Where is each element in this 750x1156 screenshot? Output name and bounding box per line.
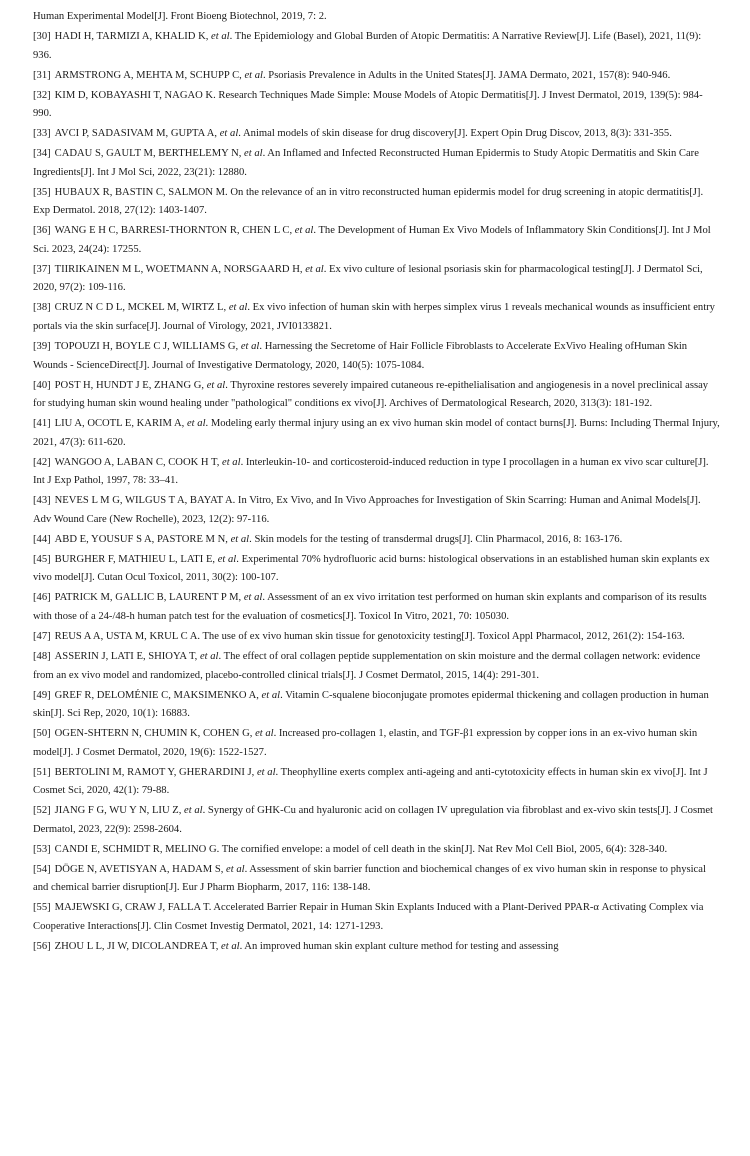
reference-details: . Ex vivo infection of human skin with herpes simplex virus 1 reveals mechanical wounds as insufficient entry portals via the skin surface[J]. Journal of Virology, 2021, JVI0133821. [33,302,715,333]
reference-details: . Interleukin-10- and corticosteroid-induced reduction in type I procollagen in a human ex vivo scar culture[J]. Int J Exp Pathol, 1997, 78: 33–41. [33,456,709,487]
reference-authors: CADAU S, GAULT M, BERTHELEMY N, [54,148,242,160]
reference-details: . Assessment of an ex vivo irritation test performed on human skin explants and comparison of its results with those of a 24-/48-h human patch test for the evaluation of cosmetics[J]. Toxicol In Vitro, 2021, 70: 105030. [33,592,707,623]
reference-entry [33,87,720,124]
reference-details: . An Inflamed and Infected Reconstructed Human Epidermis to Study Atopic Dermatitis and Skin Care Ingredients[J]. Int J Mol Sci, 2022, 23(21): 12880. [33,148,699,178]
reference-authors: ABD E, YOUSUF S A, PASTORE M N, [54,533,228,545]
reference-authors: GREF R, DELOMÉNIE C, MAKSIMENKO A, [54,689,259,701]
reference-entry [33,125,720,144]
reference-details: . The Development of Human Ex Vivo Models of Inflammatory Skin Conditions[J]. Int J Mol Sci. 2023, 24(24): 17255. [33,225,711,255]
reference-et-al: et al [243,592,263,604]
reference-et-al: et al [294,225,314,237]
reference-number: [44] [33,533,51,545]
reference-details: . Harnessing the Secretome of Hair Follicle Fibroblasts to Accelerate ExVivo Healing ofHuman Skin Wounds - ScienceDirect[J]. Journal of Investigative Dermatology, 2020, 140(5): 1075-1084. [33,341,688,371]
reference-et-al: et al [240,341,260,352]
reference-et-al: et al [228,302,248,314]
reference-number: [48] [33,651,51,663]
reference-details: . An improved human skin explant culture method for testing and assessing [239,941,559,953]
reference-entry [33,492,720,529]
reference-authors: OGEN-SHTERN N, CHUMIN K, COHEN G, [54,728,253,740]
reference-entry [33,222,720,259]
reference-entry [33,377,720,414]
reference-authors: NEVES L M G, WILGUS T A, BAYAT A. In Vitro, Ex Vivo, and In Vivo Approaches for Investigation of Skin Scarring: Human and Animal Models[J]. Adv Wound Care (New Rochelle), 2023, 12(2): 97-116. [33,495,701,525]
reference-entry [33,531,720,550]
reference-authors: KIM D, KOBAYASHI T, NAGAO K. Research Techniques Made Simple: Mouse Models of Atopic Dermatitis[J]. J Invest Dermatol, 2019, 139(5): 984-990. [33,89,703,120]
reference-number: [32] [33,89,51,101]
reference-details: . Assessment of skin barrier function and biochemical changes of ex vivo human skin in response to physical and chemical barrier disruption[J]. Eur J Pharm Biopharm, 2017, 116: 138-148. [33,863,706,894]
reference-details: . Synergy of GHK-Cu and hyaluronic acid on collagen IV upregulation via fibroblast and ex-vivo skin tests[J]. J Cosmet Dermatol, 2023, 22(9): 2598-2604. [33,805,713,835]
reference-number: [51] [33,766,51,778]
reference-number: [41] [33,418,51,430]
reference-authors: TIIRIKAINEN M L, WOETMANN A, NORSGAARD H, [54,263,303,275]
reference-authors: WANGOO A, LABAN C, COOK H T, [54,456,220,468]
reference-details: . Thyroxine restores severely impaired cutaneous re-epithelialisation and angiogenesis in a novel preclinical assay for studying human skin wound healing under "pathological" conditions ex vivo[J]. Archives of Dermatological Research, 2020, 313(3): 181-192. [33,379,709,410]
reference-number: [31] [33,69,51,81]
reference-number: [40] [33,379,51,391]
reference-authors: ASSERIN J, LATI E, SHIOYA T, [54,651,198,663]
reference-entry [33,687,720,724]
reference-number: [56] [33,941,51,953]
reference-et-al: et al [199,651,219,663]
reference-details: . Ex vivo culture of lesional psoriasis skin for pharmacological testing[J]. J Dermatol Sci, 2020, 97(2): 109-116. [33,263,703,294]
reference-authors: HUBAUX R, BASTIN C, SALMON M. On the relevance of an in vitro reconstructed human epidermis model for drug screening in atopic dermatitis[J]. Exp Dermatol. 2018, 27(12): 1403-1407. [33,186,704,217]
reference-et-al: et al [244,69,263,81]
reference-et-al: et al [226,863,245,875]
reference-authors: REUS A A, USTA M, KRUL C A. The use of ex vivo human skin tissue for genotoxicity testing[J]. Toxicol Appl Pharmacol, 2012, 261(2): 154-163. [54,631,685,643]
reference-authors: ARMSTRONG A, MEHTA M, SCHUPP C, [54,69,242,81]
reference-entry [33,454,720,491]
reference-et-al: et al [206,379,226,391]
reference-et-al: et al [184,805,203,817]
reference-authors: CRUZ N C D L, MCKEL M, WIRTZ L, [54,302,227,314]
reference-authors: HADI H, TARMIZI A, KHALID K, [54,30,209,42]
reference-number: [34] [33,148,51,160]
reference-number: [54] [33,863,51,875]
reference-entry [33,551,720,588]
reference-authors: BURGHER F, MATHIEU L, LATI E, [54,553,216,565]
reference-entry [33,648,720,685]
reference-authors: TOPOUZI H, BOYLE C J, WILLIAMS G, [54,341,239,352]
reference-number: [37] [33,263,51,275]
reference-authors: POST H, HUNDT J E, ZHANG G, [54,379,205,391]
reference-entry [33,67,720,86]
reference-entry [33,589,720,626]
reference-number: [39] [33,341,51,352]
reference-list [33,28,720,957]
reference-entry [33,802,720,839]
reference-et-al: et al [222,456,241,468]
reference-entry [33,841,720,860]
reference-et-al: et al [186,418,206,430]
reference-continuation-line: Human Experimental Model[J]. Front Bioeng Biotechnol, 2019, 7: 2. [33,11,327,22]
reference-details: . Vitamin C-squalene bioconjugate promotes epidermal thickening and collagen production in human skin[J]. Sci Rep, 2020, 10(1): 16883. [33,689,709,720]
reference-authors: LIU A, OCOTL E, KARIM A, [54,418,185,430]
reference-entry [33,145,720,182]
reference-et-al: et al [261,689,281,701]
reference-number: [36] [33,225,51,237]
reference-authors: CANDI E, SCHMIDT R, MELINO G. The cornified envelope: a model of cell death in the skin[J]. Nat Rev Mol Cell Biol, 2005, 6(4): 328-340. [54,843,668,855]
reference-number: [38] [33,302,51,314]
reference-number: [53] [33,843,51,855]
reference-entry [33,299,720,336]
reference-number: [49] [33,689,51,701]
reference-et-al: et al [211,30,230,42]
reference-et-al: et al [255,728,274,740]
reference-number: [47] [33,631,51,643]
reference-entry [33,184,720,221]
reference-number: [46] [33,592,51,604]
reference-et-al: et al [230,533,250,545]
reference-et-al: et al [219,128,239,140]
reference-authors: MAJEWSKI G, CRAW J, FALLA T. Accelerated Barrier Repair in Human Skin Explants Induced with a Plant-Derived PPAR-α Activating Complex via Cooperative Interactions[J]. Clin Cosmet Investig Dermatol, 2021, 14: 1271-1293. [33,902,704,933]
reference-authors: BERTOLINI M, RAMOT Y, GHERARDINI J, [54,766,255,778]
reference-et-al: et al [217,553,237,565]
reference-details: . Skin models for the testing of transdermal drugs[J]. Clin Pharmacol, 2016, 8: 163-176. [249,533,623,545]
reference-number: [43] [33,495,51,507]
reference-number: [42] [33,456,51,468]
reference-entry [33,725,720,762]
reference-number: [30] [33,30,51,42]
reference-et-al: et al [221,941,240,953]
reference-entry [33,28,720,65]
reference-entry [33,415,720,452]
reference-number: [35] [33,186,51,198]
reference-entry [33,261,720,298]
reference-authors: DÖGE N, AVETISYAN A, HADAM S, [54,863,224,875]
reference-details: . The effect of oral collagen peptide supplementation on skin moisture and the dermal collagen network: evidence from an ex vivo model and randomized, placebo-controlled clinical trials[J]. J Cosmet Dermatol, 2015, 14(4): 291-301. [33,651,701,681]
reference-et-al: et al [305,263,324,275]
reference-entry [33,338,720,375]
reference-details: . Increased pro-collagen 1, elastin, and TGF-β1 expression by copper ions in an ex-vivo human skin model[J]. J Cosmet Dermatol, 2020, 19(6): 1522-1527. [33,728,698,758]
reference-details: . The Epidemiology and Global Burden of Atopic Dermatitis: A Narrative Review[J]. Life (Basel), 2021, 11(9): 936. [33,30,702,61]
reference-number: [33] [33,128,51,140]
reference-number: [55] [33,902,51,914]
reference-number: [50] [33,728,51,740]
reference-details: . Theophylline exerts complex anti-ageing and anti-cytotoxicity effects in human skin ex vivo[J]. Int J Cosmet Sci, 2020, 42(1): 79-88. [33,766,708,797]
reference-details: . Modeling early thermal injury using an ex vivo human skin model of contact burns[J]. Burns: Including Thermal Injury, 2021, 47(3): 611-620. [33,418,720,448]
reference-number: [45] [33,553,51,565]
reference-entry [33,628,720,647]
reference-entry [33,899,720,936]
reference-details: . Experimental 70% hydrofluoric acid burns: histological observations in an established human skin explants ex vivo model[J]. Cutan Ocul Toxicol, 2011, 30(2): 100-107. [33,553,710,584]
reference-authors: PATRICK M, GALLIC B, LAURENT P M, [54,592,242,604]
reference-number: [52] [33,805,51,817]
reference-authors: ZHOU L L, JI W, DICOLANDREA T, [54,941,219,953]
reference-et-al: et al [256,766,276,778]
reference-details: . Psoriasis Prevalence in Adults in the United States[J]. JAMA Dermato, 2021, 157(8): 940-946. [263,69,671,81]
reference-et-al: et al [244,148,263,160]
reference-authors: WANG E H C, BARRESI-THORNTON R, CHEN L C, [54,225,293,237]
reference-authors: AVCI P, SADASIVAM M, GUPTA A, [54,128,218,140]
reference-entry [33,861,720,898]
reference-entry [33,764,720,801]
reference-authors: JIANG F G, WU Y N, LIU Z, [54,805,182,817]
reference-entry [33,938,720,957]
reference-details: . Animal models of skin disease for drug discovery[J]. Expert Opin Drug Discov, 2013, 8(3): 331-355. [238,128,672,140]
